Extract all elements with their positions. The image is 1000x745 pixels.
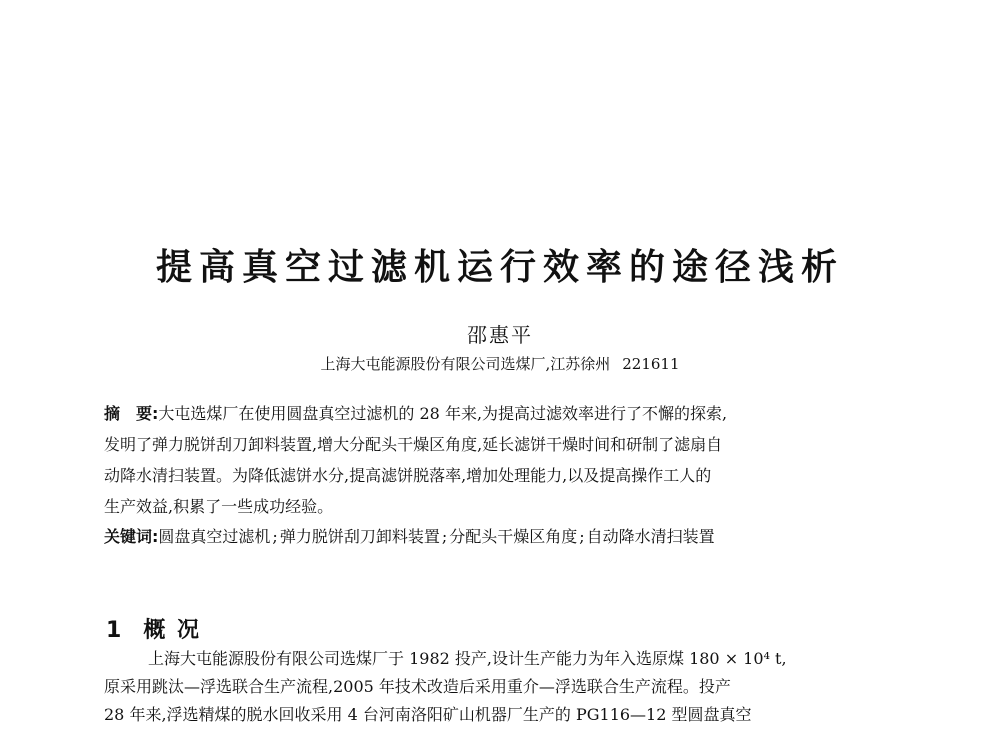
affiliation-text: 上海大屯能源股份有限公司选煤厂,江苏徐州 <box>320 355 611 373</box>
keywords-label: 关键词: <box>104 527 159 546</box>
keywords-block <box>104 521 904 552</box>
abstract-text-line: 生产效益,积累了一些成功经验。 <box>104 497 334 516</box>
author-name: 邵惠平 <box>467 323 533 347</box>
postal-code: 221611 <box>622 355 680 373</box>
keyword-separator: ; <box>579 527 585 546</box>
keyword-item: 弹力脱饼刮刀卸料装置 <box>279 527 440 546</box>
section-number: 1 <box>106 618 124 644</box>
abstract-block <box>104 398 904 522</box>
section-title: 概 况 <box>143 618 201 644</box>
keyword-item: 圆盘真空过滤机 <box>158 527 271 546</box>
body-paragraph <box>104 645 904 729</box>
keyword-item: 分配头干燥区角度 <box>449 527 578 546</box>
abstract-line-1 <box>104 398 904 429</box>
paper-title: 提高真空过滤机运行效率的途径浅析 <box>155 247 844 289</box>
section-heading <box>106 613 201 644</box>
author-affiliation <box>0 353 1000 374</box>
body-text-line: 原采用跳汰—浮选联合生产流程,2005 年技术改造后采用重介—浮选联合生产流程。投产 <box>104 677 731 696</box>
body-text-line: 上海大屯能源股份有限公司选煤厂于 1982 投产,设计生产能力为年入选原煤 180 × 10⁴ t, <box>148 649 787 668</box>
body-line-1 <box>104 645 904 673</box>
abstract-label: 摘 要: <box>104 404 159 423</box>
abstract-text-line: 大屯选煤厂在使用圆盘真空过滤机的 28 年来,为提高过滤效率进行了不懈的探索, <box>158 404 728 423</box>
keyword-separator: ; <box>441 527 448 546</box>
abstract-text-line: 发明了弹力脱饼刮刀卸料装置,增大分配头干燥区角度,延长滤饼干燥时间和研制了滤扇自 <box>104 435 723 454</box>
abstract-text-line: 动降水清扫装置。为降低滤饼水分,提高滤饼脱落率,增加处理能力,以及提高操作工人的 <box>104 466 712 485</box>
keyword-separator: ; <box>272 527 278 546</box>
body-text-line: 28 年来,浮选精煤的脱水回收采用 4 台河南洛阳矿山机器厂生产的 PG116—12 型圆盘真空 <box>104 705 752 724</box>
keyword-item: 自动降水清扫装置 <box>586 527 715 546</box>
